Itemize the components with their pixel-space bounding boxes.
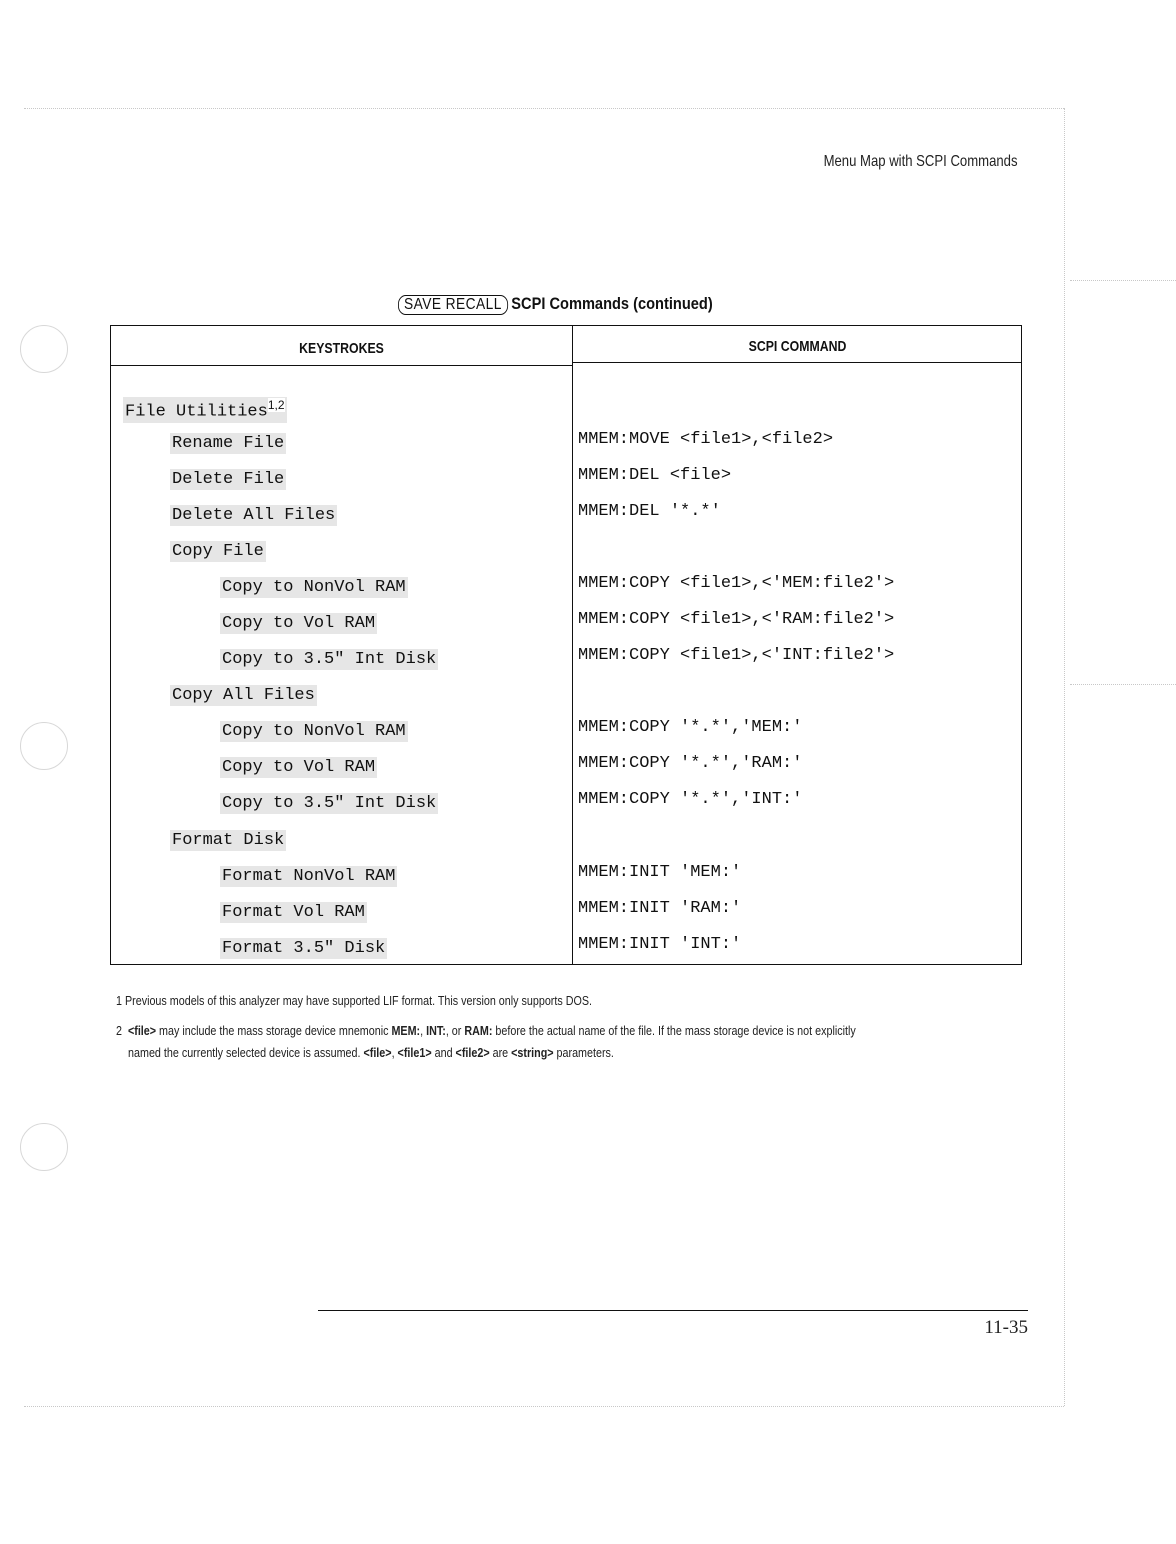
table-row xyxy=(111,790,1023,823)
keystroke: Copy to Vol RAM xyxy=(222,614,376,633)
keystroke: Copy to 3.5" Int Disk xyxy=(222,650,437,669)
scpi-command: MMEM:DEL <file> xyxy=(578,466,732,485)
scpi-table xyxy=(110,325,1022,965)
keystroke: Format Disk xyxy=(172,831,285,850)
table-row xyxy=(111,574,1023,607)
keystroke: Rename File xyxy=(172,434,285,453)
keystroke: Copy to NonVol RAM xyxy=(222,722,406,741)
table-row xyxy=(111,830,1023,860)
table-row xyxy=(111,646,1023,679)
save-recall-key: SAVE RECALL xyxy=(398,295,508,315)
table-row xyxy=(111,935,1023,968)
keystroke: Format 3.5" Disk xyxy=(222,939,386,958)
scpi-command: MMEM:COPY '*.*','RAM:' xyxy=(578,754,803,773)
table-row xyxy=(111,397,1023,427)
table-row xyxy=(111,718,1023,751)
scpi-command: MMEM:COPY <file1>,<'RAM:file2'> xyxy=(578,610,895,629)
running-head: Menu Map with SCPI Commands xyxy=(824,153,1018,170)
column-header-keystrokes: KEYSTROKES xyxy=(299,340,384,357)
keystroke: Copy to 3.5" Int Disk xyxy=(222,794,437,813)
binder-hole xyxy=(20,1123,68,1171)
scpi-command: MMEM:COPY '*.*','INT:' xyxy=(578,790,803,809)
table-row xyxy=(111,610,1023,643)
table-title xyxy=(398,294,713,315)
keystroke: File Utilities$^{1,2}$ xyxy=(125,398,285,422)
keystroke: Copy File xyxy=(172,542,264,561)
keystroke: Delete All Files xyxy=(172,506,336,525)
table-row xyxy=(111,754,1023,787)
tab-mark xyxy=(1070,280,1176,281)
binder-hole xyxy=(20,722,68,770)
table-row xyxy=(111,502,1023,535)
header-rule xyxy=(111,365,572,366)
table-row xyxy=(111,863,1023,896)
footnote-ref: 1,2 xyxy=(267,398,285,412)
keystroke: Delete File xyxy=(172,470,285,489)
scpi-command: MMEM:DEL '*.*' xyxy=(578,502,721,521)
table-row xyxy=(111,541,1023,571)
keystroke: Format NonVol RAM xyxy=(222,867,396,886)
page-edge xyxy=(1064,108,1065,1406)
scpi-command: MMEM:COPY <file1>,<'INT:file2'> xyxy=(578,646,895,665)
scpi-command: MMEM:INIT 'MEM:' xyxy=(578,863,742,882)
scpi-command: MMEM:INIT 'RAM:' xyxy=(578,899,742,918)
page-number: 11-35 xyxy=(984,1317,1028,1338)
keystroke: Copy to Vol RAM xyxy=(222,758,376,777)
table-title-text: SCPI Commands (continued) xyxy=(511,294,713,313)
footnote-1: 1 Previous models of this analyzer may have supported LIF format. This version only supports DOS. xyxy=(116,994,593,1008)
keystroke: Copy All Files xyxy=(172,686,315,705)
page-edge xyxy=(24,108,1064,109)
binder-hole xyxy=(20,325,68,373)
tab-mark xyxy=(1070,684,1176,685)
scpi-command: MMEM:MOVE <file1>,<file2> xyxy=(578,430,834,449)
scpi-command: MMEM:INIT 'INT:' xyxy=(578,935,742,954)
keystroke: Format Vol RAM xyxy=(222,903,365,922)
header-rule xyxy=(572,362,1021,363)
keystroke: Copy to NonVol RAM xyxy=(222,578,406,597)
page-edge xyxy=(24,1406,1064,1407)
table-row xyxy=(111,899,1023,932)
scpi-command: MMEM:COPY '*.*','MEM:' xyxy=(578,718,803,737)
footer-rule xyxy=(318,1310,1028,1311)
table-row xyxy=(111,685,1023,715)
table-row xyxy=(111,430,1023,463)
footnotes xyxy=(116,990,1016,1072)
scpi-command: MMEM:COPY <file1>,<'MEM:file2'> xyxy=(578,574,895,593)
column-header-scpi-command: SCPI COMMAND xyxy=(748,338,847,355)
footnote-2: 2 <file> may include the mass storage device mnemonic MEM:, INT:, or RAM: before the actual name of the file. If the mass storage device is not explicitly named the currently selected device is assumed. <file>, <file1> and <file2> are <string> parameters. xyxy=(116,1024,856,1060)
table-row xyxy=(111,466,1023,499)
